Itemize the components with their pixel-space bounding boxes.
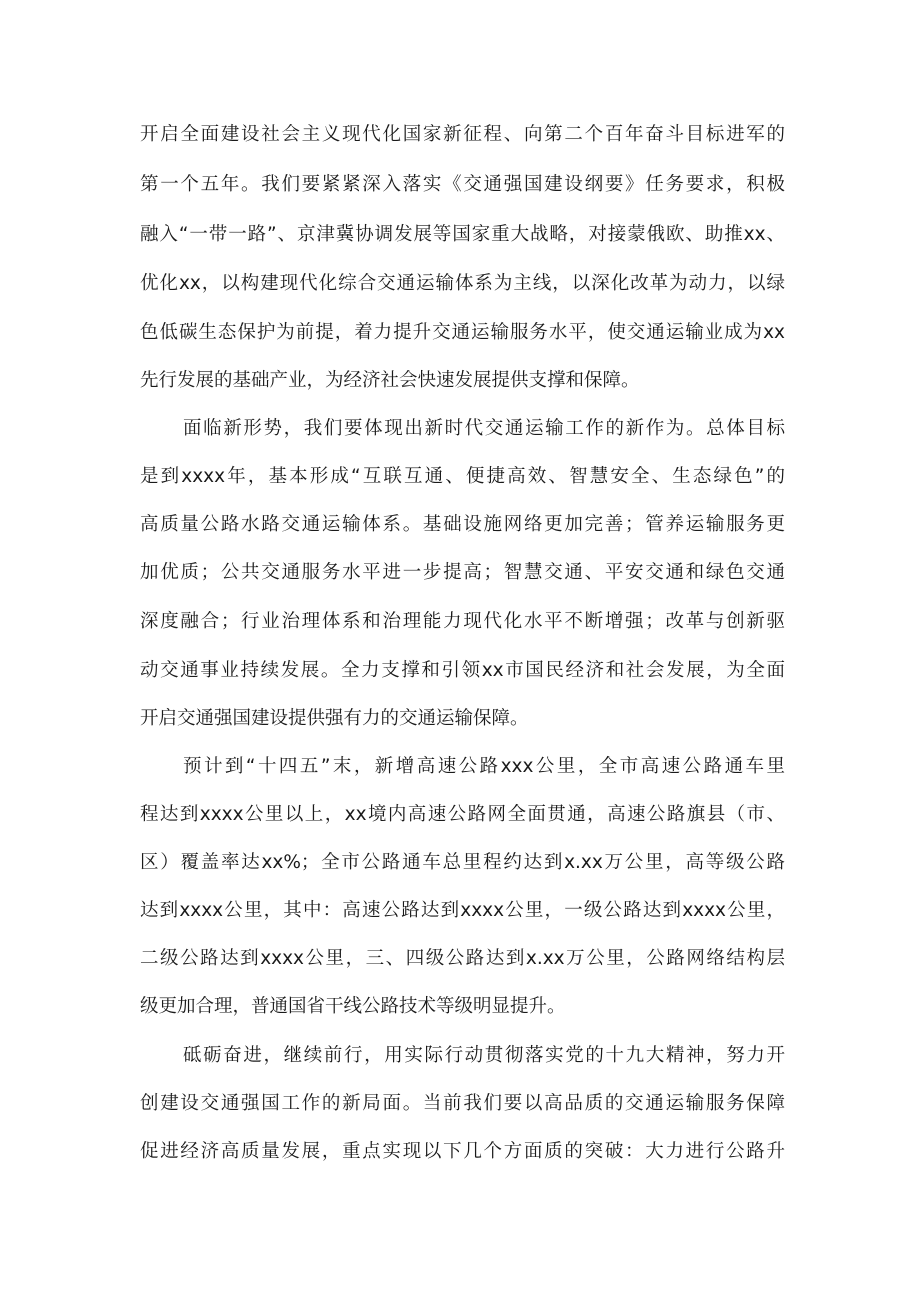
- paragraph-3-line-2: 程达到xxxx公里以上，xx境内高速公路网全面贯通，高速公路旗县（市、: [140, 804, 785, 825]
- paragraph-2-line-7: 开启交通强国建设提供强有力的交通运输保障。: [140, 708, 529, 729]
- paragraph-1-line-3: 融入“一带一路”、京津冀协调发展等国家重大战略，对接蒙俄欧、助推xx、: [140, 224, 785, 245]
- paragraph-3-line-4: 达到xxxx公里，其中：高速公路达到xxxx公里，一级公路达到xxxx公里，: [140, 900, 785, 921]
- paragraph-1-line-4: 优化xx，以构建现代化综合交通运输体系为主线，以深化改革为动力，以绿: [140, 273, 785, 294]
- paragraph-2-line-4: 加优质；公共交通服务水平进一步提高；智慧交通、平安交通和绿色交通: [140, 562, 785, 583]
- paragraph-2-line-6: 动交通事业持续发展。全力支撑和引领xx市国民经济和社会发展，为全面: [140, 660, 785, 681]
- paragraph-2-line-5: 深度融合；行业治理体系和治理能力现代化水平不断增强；改革与创新驱: [140, 611, 785, 632]
- paragraph-1-line-5: 色低碳生态保护为前提，着力提升交通运输服务水平，使交通运输业成为xx: [140, 322, 785, 343]
- paragraph-3-line-3: 区）覆盖率达xx%；全市公路通车总里程约达到x.xx万公里，高等级公路: [140, 852, 785, 873]
- paragraph-2-line-3: 高质量公路水路交通运输体系。基础设施网络更加完善；管养运输服务更: [140, 514, 785, 535]
- paragraph-3-line-5: 二级公路达到xxxx公里，三、四级公路达到x.xx万公里，公路网络结构层: [140, 948, 785, 969]
- paragraph-4-line-3: 促进经济高质量发展，重点实现以下几个方面质的突破：大力进行公路升: [140, 1141, 785, 1162]
- paragraph-2-line-1: 面临新形势，我们要体现出新时代交通运输工作的新作为。总体目标: [183, 418, 785, 439]
- paragraph-1-line-6: 先行发展的基础产业，为经济社会快速发展提供支撑和保障。: [140, 370, 640, 391]
- paragraph-4-line-1: 砥砺奋进，继续前行，用实际行动贯彻落实党的十九大精神，努力开: [183, 1045, 785, 1066]
- paragraph-3-line-1: 预计到“十四五”末，新增高速公路xxx公里，全市高速公路通车里: [183, 756, 785, 777]
- paragraph-3-line-6: 级更加合理，普通国省干线公路技术等级明显提升。: [140, 996, 566, 1017]
- paragraph-1-line-2: 第一个五年。我们要紧紧深入落实《交通强国建设纲要》任务要求，积极: [140, 174, 785, 195]
- paragraph-4-line-2: 创建设交通强国工作的新局面。当前我们要以高品质的交通运输服务保障: [140, 1093, 785, 1114]
- paragraph-2-line-2: 是到xxxx年，基本形成“互联互通、便捷高效、智慧安全、生态绿色”的: [140, 466, 785, 487]
- paragraph-1-line-1: 开启全面建设社会主义现代化国家新征程、向第二个百年奋斗目标进军的: [140, 124, 785, 145]
